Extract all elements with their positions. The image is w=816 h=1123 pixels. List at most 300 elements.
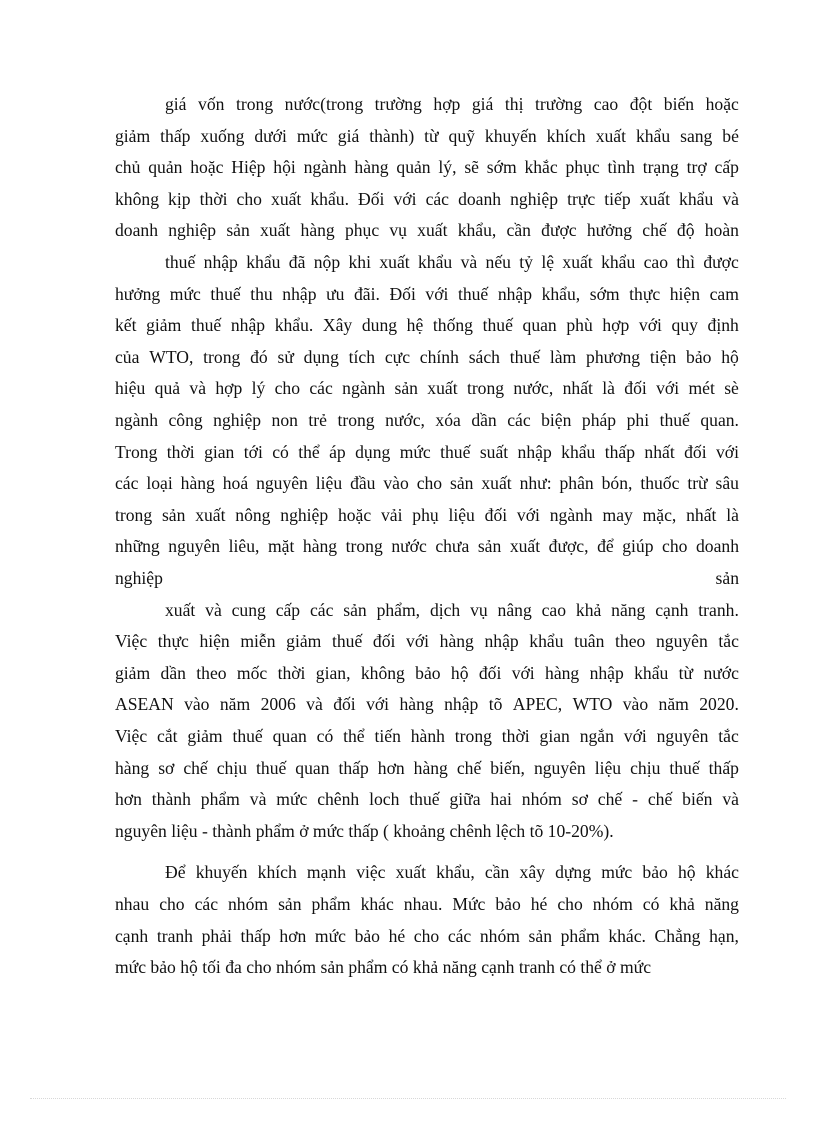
word: tích bbox=[348, 346, 376, 367]
text-line bbox=[115, 753, 739, 784]
word: Mức bbox=[452, 894, 486, 914]
word: nhau. bbox=[403, 894, 443, 914]
word: cho bbox=[413, 925, 440, 946]
word: không bbox=[360, 662, 405, 683]
word: hơn bbox=[115, 789, 142, 810]
word: thời bbox=[277, 662, 306, 683]
word: xuất bbox=[562, 252, 593, 272]
word: chịu bbox=[216, 757, 248, 778]
word: thuế bbox=[409, 789, 440, 810]
word: tắc bbox=[718, 726, 739, 746]
word: các bbox=[447, 925, 472, 946]
word: thuế bbox=[190, 315, 222, 336]
word: nước bbox=[703, 662, 739, 683]
word: và bbox=[306, 694, 323, 715]
word: nhập bbox=[230, 315, 266, 336]
word: ngành bbox=[115, 410, 158, 430]
word: khích bbox=[546, 125, 586, 146]
word: mốc bbox=[236, 662, 268, 683]
word: Việc bbox=[115, 631, 148, 652]
word: khác bbox=[360, 894, 394, 914]
word: chế bbox=[597, 789, 623, 810]
word: thu bbox=[250, 283, 273, 304]
word: thuốc bbox=[640, 473, 680, 494]
word: ngành bbox=[549, 504, 593, 525]
text-line bbox=[115, 952, 739, 983]
word: nước, bbox=[513, 378, 554, 399]
word: cấp bbox=[714, 157, 739, 178]
word: liệu bbox=[594, 757, 622, 778]
word: hoặc bbox=[190, 157, 224, 178]
word: khẩu bbox=[529, 631, 564, 652]
word: giá bbox=[165, 94, 187, 114]
word: nhóm bbox=[228, 894, 269, 914]
word: mức bbox=[601, 862, 633, 883]
word: xuất bbox=[481, 473, 512, 494]
word: hàng bbox=[413, 757, 448, 778]
word: trẻ bbox=[308, 410, 327, 430]
word: bé bbox=[722, 125, 739, 146]
word: phù bbox=[566, 315, 593, 336]
word: giảm bbox=[146, 315, 182, 336]
word: sơ bbox=[158, 757, 175, 778]
word: thể bbox=[343, 726, 365, 746]
word: phụ bbox=[412, 504, 439, 525]
word: được, bbox=[548, 536, 589, 557]
word: chính bbox=[419, 346, 459, 367]
word: thuế bbox=[210, 283, 241, 304]
word: hệ bbox=[406, 315, 424, 336]
word: chênh bbox=[317, 789, 360, 810]
word: giảm bbox=[115, 662, 151, 683]
word: và bbox=[460, 252, 478, 272]
word: khẩu. bbox=[310, 188, 349, 209]
word: sẽ bbox=[464, 157, 479, 178]
word: thể bbox=[298, 441, 320, 462]
word: thực bbox=[629, 283, 661, 304]
word: vào bbox=[383, 473, 409, 494]
word: thấp bbox=[240, 925, 271, 946]
word: khẩu bbox=[418, 252, 453, 272]
word: xuất bbox=[427, 378, 458, 399]
word: với bbox=[623, 726, 647, 746]
word: hộ bbox=[721, 346, 739, 367]
word: dung bbox=[361, 315, 398, 336]
word: hàng bbox=[399, 694, 434, 715]
word: xuất bbox=[195, 504, 226, 525]
word: vào bbox=[622, 694, 649, 715]
word: khả bbox=[669, 894, 695, 914]
word: phải bbox=[201, 925, 232, 946]
word: đột bbox=[629, 94, 653, 114]
word: hạn, bbox=[709, 925, 739, 946]
word: khẩu, bbox=[436, 862, 475, 883]
text-line-content: mức bảo hộ tối đa cho nhóm sản phẩm có khả năng cạnh tranh có thể ở mức bbox=[115, 957, 651, 978]
word: đãi. bbox=[353, 283, 380, 304]
text-line bbox=[115, 857, 739, 888]
word: năng bbox=[611, 599, 646, 620]
word: chưa bbox=[435, 536, 470, 557]
word: đối bbox=[684, 441, 707, 462]
word: quan bbox=[522, 315, 557, 336]
word: nhập bbox=[517, 441, 552, 462]
word: hưởng bbox=[586, 220, 633, 241]
word: cho bbox=[557, 894, 583, 914]
text-line bbox=[115, 816, 739, 847]
word: chế bbox=[183, 757, 208, 778]
word: chủ bbox=[115, 157, 141, 178]
word: khẩu. bbox=[274, 315, 314, 336]
word: thì bbox=[676, 252, 695, 272]
word: giá bbox=[471, 94, 494, 114]
word: sản bbox=[394, 378, 418, 399]
text-line bbox=[115, 121, 739, 152]
word: dụng bbox=[355, 441, 391, 462]
word: liêu, bbox=[228, 536, 260, 557]
word: phẩm, bbox=[376, 599, 421, 620]
word: xuất bbox=[379, 252, 410, 272]
word: của bbox=[115, 346, 140, 367]
word: may bbox=[602, 504, 633, 525]
word: phẩm bbox=[311, 894, 351, 914]
word: biến, bbox=[490, 757, 525, 778]
word: phi bbox=[626, 410, 650, 430]
word: nước(trong bbox=[284, 94, 364, 114]
text-line bbox=[115, 247, 739, 278]
text-line bbox=[115, 658, 739, 689]
word: non bbox=[271, 410, 298, 430]
word: đã bbox=[288, 252, 306, 272]
word: nước bbox=[391, 536, 427, 557]
word: vốn bbox=[198, 94, 225, 114]
word: APEC, bbox=[512, 694, 563, 715]
word: xuất bbox=[271, 188, 302, 209]
word: khẩu bbox=[635, 125, 671, 146]
word: doanh bbox=[115, 220, 158, 241]
word: cạnh bbox=[655, 599, 689, 620]
text-line bbox=[115, 215, 739, 246]
word: đối bbox=[333, 694, 356, 715]
word: thống bbox=[432, 315, 473, 336]
word: được bbox=[703, 252, 739, 272]
word: với bbox=[406, 631, 430, 652]
word: xuất bbox=[595, 125, 626, 146]
word: khẩu bbox=[601, 252, 636, 272]
word: hàng bbox=[439, 631, 474, 652]
word: hàng bbox=[300, 220, 335, 241]
word: các bbox=[194, 894, 219, 914]
word: dụng bbox=[303, 346, 339, 367]
word: trong bbox=[337, 410, 375, 430]
word: khẩu bbox=[634, 662, 669, 683]
word: kịp bbox=[168, 188, 191, 209]
word: mét bbox=[688, 378, 715, 399]
word: WTO bbox=[572, 694, 613, 715]
word: hoặc bbox=[337, 504, 372, 525]
word: với bbox=[715, 441, 739, 462]
word: cho bbox=[274, 378, 301, 399]
text-line bbox=[115, 279, 739, 310]
word: nhập bbox=[444, 694, 479, 715]
word: sản bbox=[715, 568, 739, 588]
word: giữa bbox=[449, 789, 481, 810]
word: làm bbox=[549, 346, 577, 367]
word: loại bbox=[146, 473, 173, 494]
word: xuất bbox=[260, 220, 291, 241]
word: hơn bbox=[279, 925, 307, 946]
word: nhất bbox=[644, 441, 675, 462]
word: nhập bbox=[589, 662, 624, 683]
word: lý, bbox=[438, 157, 457, 178]
word: Chẳng bbox=[654, 925, 701, 946]
word: doanh bbox=[458, 188, 502, 209]
word: xuống bbox=[200, 125, 245, 146]
word: các bbox=[115, 473, 139, 494]
word: hiện bbox=[199, 631, 230, 652]
text-line bbox=[115, 531, 739, 562]
word: thành bbox=[151, 789, 191, 810]
word: mức bbox=[399, 441, 431, 462]
word: độ bbox=[676, 220, 695, 241]
text-line bbox=[115, 721, 739, 752]
word: nghiệp bbox=[213, 410, 262, 430]
word: nguyên bbox=[256, 473, 308, 494]
word: xuất bbox=[639, 188, 670, 209]
word: tuân bbox=[574, 631, 605, 652]
word: tiến bbox=[374, 726, 401, 746]
word: trường bbox=[374, 94, 422, 114]
word: với bbox=[516, 504, 540, 525]
word: nghiệp bbox=[168, 220, 217, 241]
word: giảm bbox=[187, 726, 223, 746]
word: đối bbox=[484, 504, 508, 525]
word: trong bbox=[235, 94, 274, 114]
word: hoặc bbox=[705, 94, 739, 114]
word: cạnh bbox=[115, 925, 149, 946]
word: ngành bbox=[303, 157, 347, 178]
word: những bbox=[115, 536, 160, 557]
word: 2006 bbox=[260, 694, 296, 715]
word: chịu bbox=[630, 757, 661, 778]
text-line-content: nguyên liệu - thành phẩm ở mức thấp ( khoảng chênh lệch tõ 10-20%). bbox=[115, 820, 614, 841]
word: thị bbox=[504, 94, 524, 114]
word: gian bbox=[539, 726, 570, 746]
word: thấp bbox=[604, 441, 636, 462]
word: bảo bbox=[642, 862, 668, 883]
word: nguyên bbox=[533, 757, 586, 778]
word: các bbox=[425, 188, 449, 209]
word: thấp bbox=[338, 757, 369, 778]
word: vụ bbox=[470, 599, 488, 620]
word: WTO, bbox=[149, 346, 194, 367]
word: bảo bbox=[686, 346, 712, 367]
word: quy bbox=[671, 315, 698, 336]
word: trạng bbox=[642, 157, 679, 178]
word: lý bbox=[251, 378, 266, 399]
word: được bbox=[541, 220, 577, 241]
word: tình bbox=[607, 157, 635, 178]
word: thời bbox=[166, 441, 195, 462]
word: hé bbox=[388, 925, 406, 946]
word: có bbox=[272, 441, 289, 462]
word: hành bbox=[410, 726, 445, 746]
word: chế bbox=[456, 757, 482, 778]
word: và bbox=[189, 378, 206, 399]
word: trong bbox=[345, 536, 383, 557]
word: hiệu bbox=[115, 378, 146, 399]
word: kết bbox=[115, 315, 137, 336]
word: thời bbox=[199, 188, 228, 209]
word: sang bbox=[680, 125, 713, 146]
word: mặt bbox=[267, 536, 295, 557]
word: hợp bbox=[215, 378, 243, 399]
word: áp bbox=[329, 441, 346, 462]
word: đầu bbox=[350, 473, 376, 494]
word: hoá bbox=[222, 473, 249, 494]
word: nhập bbox=[497, 283, 533, 304]
word: sớm bbox=[486, 157, 517, 178]
word: không bbox=[115, 188, 159, 209]
word: nguyên bbox=[656, 726, 709, 746]
word: tranh bbox=[156, 925, 193, 946]
word: nghiệp bbox=[510, 188, 559, 209]
word: hai bbox=[490, 789, 512, 810]
word: lệ bbox=[541, 252, 555, 272]
word: biến bbox=[682, 789, 713, 810]
word: với bbox=[656, 378, 680, 399]
word: mạnh bbox=[306, 862, 347, 883]
word: theo bbox=[196, 662, 227, 683]
word: hưởng bbox=[115, 283, 161, 304]
word: sản bbox=[528, 925, 552, 946]
word: giảm bbox=[115, 125, 151, 146]
word: tỷ bbox=[519, 252, 533, 272]
word: đối bbox=[478, 662, 502, 683]
word: phục bbox=[565, 157, 600, 178]
word: nộp bbox=[313, 252, 341, 272]
word: hàng bbox=[115, 757, 150, 778]
word: năm bbox=[219, 694, 251, 715]
word: sơ bbox=[571, 789, 588, 810]
word: vải bbox=[380, 504, 403, 525]
word: các bbox=[309, 599, 334, 620]
word: bảo bbox=[495, 894, 521, 914]
word: năng bbox=[704, 894, 739, 914]
word: trong bbox=[466, 378, 505, 399]
word: mức bbox=[276, 789, 308, 810]
word: nhóm bbox=[592, 894, 633, 914]
word: từ bbox=[424, 125, 439, 146]
word: với bbox=[366, 694, 390, 715]
word: sè bbox=[724, 378, 739, 399]
word: Đối bbox=[358, 188, 385, 209]
word: tranh. bbox=[698, 599, 739, 620]
word: cao bbox=[541, 599, 567, 620]
word: sớm bbox=[589, 283, 620, 304]
word: chế bbox=[647, 789, 673, 810]
word: quan bbox=[295, 757, 330, 778]
word: thấp bbox=[708, 757, 739, 778]
word: hàng bbox=[180, 473, 215, 494]
word: cần bbox=[484, 862, 510, 883]
word: hội bbox=[273, 157, 296, 178]
word: khắc bbox=[524, 157, 558, 178]
word: mức bbox=[296, 125, 328, 146]
word: thời bbox=[501, 726, 530, 746]
word: mặc, bbox=[642, 504, 677, 525]
word: tõ bbox=[488, 694, 503, 715]
word: miễn bbox=[240, 631, 276, 652]
word: nhất bbox=[686, 504, 717, 525]
word: phương bbox=[586, 346, 641, 367]
word: với bbox=[511, 662, 535, 683]
word: với bbox=[425, 283, 449, 304]
word: cho bbox=[662, 536, 688, 557]
text-line bbox=[115, 89, 739, 120]
text-line bbox=[115, 405, 739, 436]
word: thuế bbox=[331, 631, 363, 652]
text-line bbox=[115, 342, 739, 373]
word: hơn bbox=[377, 757, 405, 778]
text-line bbox=[115, 184, 739, 215]
word: doanh bbox=[696, 536, 739, 557]
word: nhau bbox=[115, 894, 150, 914]
word: bảo bbox=[354, 925, 380, 946]
word: bảo bbox=[415, 662, 441, 683]
word: trong bbox=[115, 504, 153, 525]
text-line bbox=[115, 152, 739, 183]
text-line bbox=[115, 626, 739, 657]
word: cao bbox=[593, 94, 619, 114]
word: trong bbox=[203, 346, 241, 367]
word: khả bbox=[575, 599, 602, 620]
word: cao bbox=[643, 252, 669, 272]
word: hàng bbox=[354, 157, 389, 178]
word: tới bbox=[243, 441, 263, 462]
word: nhóm bbox=[521, 789, 562, 810]
word: từ bbox=[678, 662, 694, 683]
word: mức bbox=[169, 283, 201, 304]
word: hợp bbox=[602, 315, 630, 336]
word: thực bbox=[157, 631, 189, 652]
word: cực bbox=[384, 346, 410, 367]
word: Hiệp bbox=[231, 157, 266, 178]
word: Trong bbox=[115, 441, 158, 462]
word: đối bbox=[624, 378, 647, 399]
word: sản bbox=[477, 536, 502, 557]
word: cắt bbox=[157, 726, 178, 746]
word: hàng bbox=[302, 536, 338, 557]
word: khẩu, bbox=[457, 220, 497, 241]
word: việc bbox=[356, 862, 386, 883]
word: giảm bbox=[286, 631, 322, 652]
word: ngành bbox=[342, 378, 386, 399]
word: nguyên bbox=[168, 536, 221, 557]
word: khuyến bbox=[484, 125, 537, 146]
text-line bbox=[115, 437, 739, 468]
word: nghiệp bbox=[280, 504, 329, 525]
word: khẩu, bbox=[541, 283, 581, 304]
word: giá bbox=[337, 125, 360, 146]
word: đối bbox=[372, 631, 396, 652]
word: sản bbox=[226, 220, 250, 241]
word: 2020. bbox=[699, 694, 739, 715]
word: khẩu bbox=[679, 188, 714, 209]
page-bottom-rule bbox=[30, 1098, 786, 1099]
word: và bbox=[722, 789, 739, 810]
word: cho bbox=[159, 894, 185, 914]
word: Để bbox=[165, 862, 186, 883]
